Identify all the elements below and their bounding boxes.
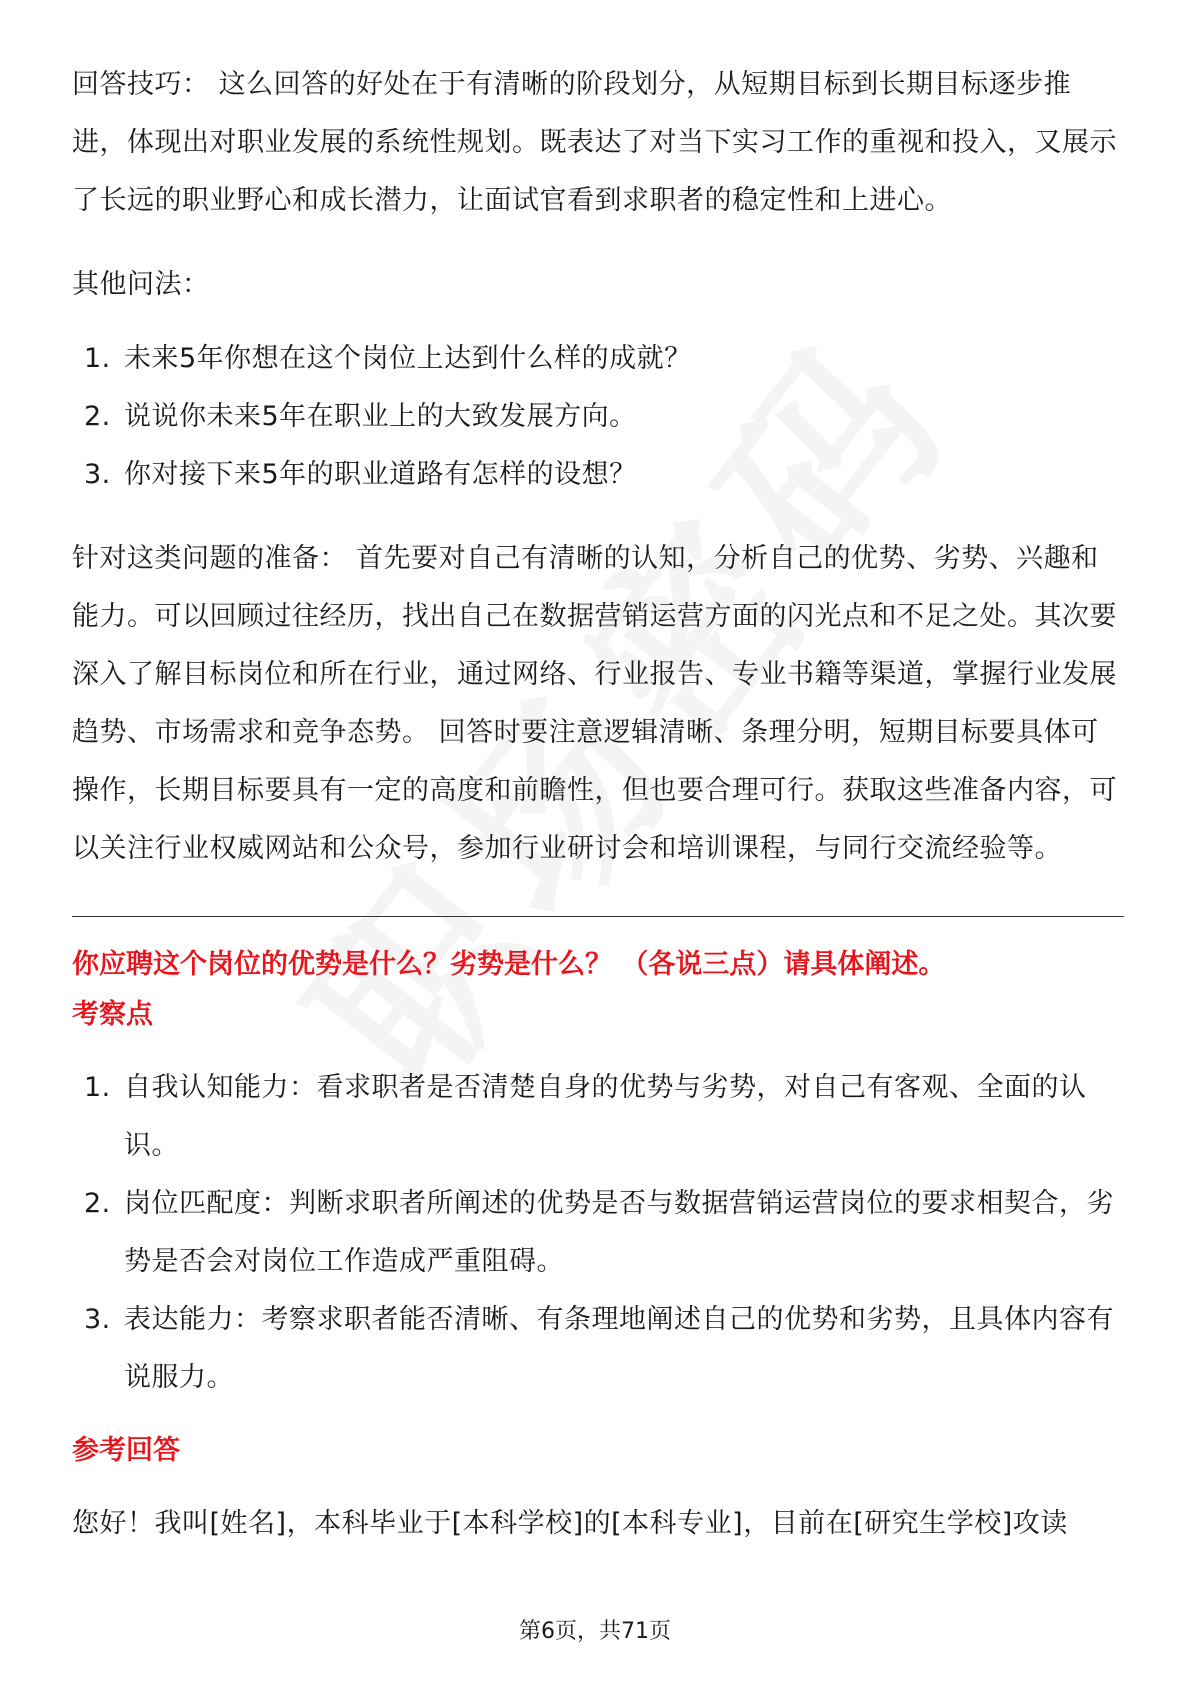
reference-answer-label: 参考回答: [72, 1435, 180, 1466]
list-item: [72, 388, 1124, 446]
list-number: 1.: [84, 343, 111, 374]
reference-answer-text: 您好！我叫[姓名]，本科毕业于[本科学校]的[本科专业]，目前在[研究生学校]攻读: [72, 1508, 1068, 1539]
list-number: 3.: [84, 1304, 111, 1335]
page-footer: 第6页，共71页: [519, 1619, 671, 1644]
list-text: 岗位匹配度：判断求职者所阐述的优势是否与数据营销运营岗位的要求相契合，劣势是否会对岗位工作造成严重阻碍。: [124, 1188, 1114, 1277]
list-item: [72, 1291, 1124, 1407]
answer-tip-paragraph: 回答技巧： 这么回答的好处在于有清晰的阶段划分，从短期目标到长期目标逐步推进，体现出对职业发展的系统性规划。既表达了对当下实习工作的重视和投入，又展示了长远的职业野心和成长潜力，让面试官看到求职者的稳定性和上进心。: [72, 69, 1117, 216]
list-text: 你对接下来5年的职业道路有怎样的设想？: [124, 459, 637, 490]
question-title: 你应聘这个岗位的优势是什么？劣势是什么？ （各说三点）请具体阐述。: [72, 949, 946, 980]
focus-points-label: 考察点: [72, 999, 153, 1030]
list-number: 1.: [84, 1072, 111, 1103]
list-item: [72, 330, 1124, 388]
other-asks-list: [72, 330, 1124, 504]
list-item: [72, 446, 1124, 504]
list-item: [72, 1059, 1124, 1175]
other-asks-label: 其他问法：: [72, 269, 210, 300]
list-text: 表达能力：考察求职者能否清晰、有条理地阐述自己的优势和劣势，且具体内容有说服力。: [124, 1304, 1114, 1393]
preparation-paragraph: 针对这类问题的准备： 首先要对自己有清晰的认知，分析自己的优势、劣势、兴趣和能力。可以回顾过往经历，找出自己在数据营销运营方面的闪光点和不足之处。其次要深入了解目标岗位和所在行业，通过网络、行业报告、专业书籍等渠道，掌握行业发展趋势、市场需求和竞争态势。 回答时要注意逻辑清晰、条理分明，短期目标要具体可操作，长期目标要具有一定的高度和前瞻性，但也要合理可行。获取这些准备内容，可以关注行业权威网站和公众号，参加行业研讨会和培训课程，与同行交流经验等。: [72, 543, 1117, 864]
list-text: 说说你未来5年在职业上的大致发展方向。: [124, 401, 637, 432]
focus-points-list: [72, 1059, 1124, 1407]
list-number: 3.: [84, 459, 111, 490]
list-number: 2.: [84, 1188, 111, 1219]
section-divider: [72, 916, 1124, 917]
list-item: [72, 1175, 1124, 1291]
list-text: 自我认知能力：看求职者是否清楚自身的优势与劣势，对自己有客观、全面的认识。: [124, 1072, 1087, 1161]
document-page: [72, 56, 1124, 1553]
list-text: 未来5年你想在这个岗位上达到什么样的成就？: [124, 343, 692, 374]
list-number: 2.: [84, 401, 111, 432]
